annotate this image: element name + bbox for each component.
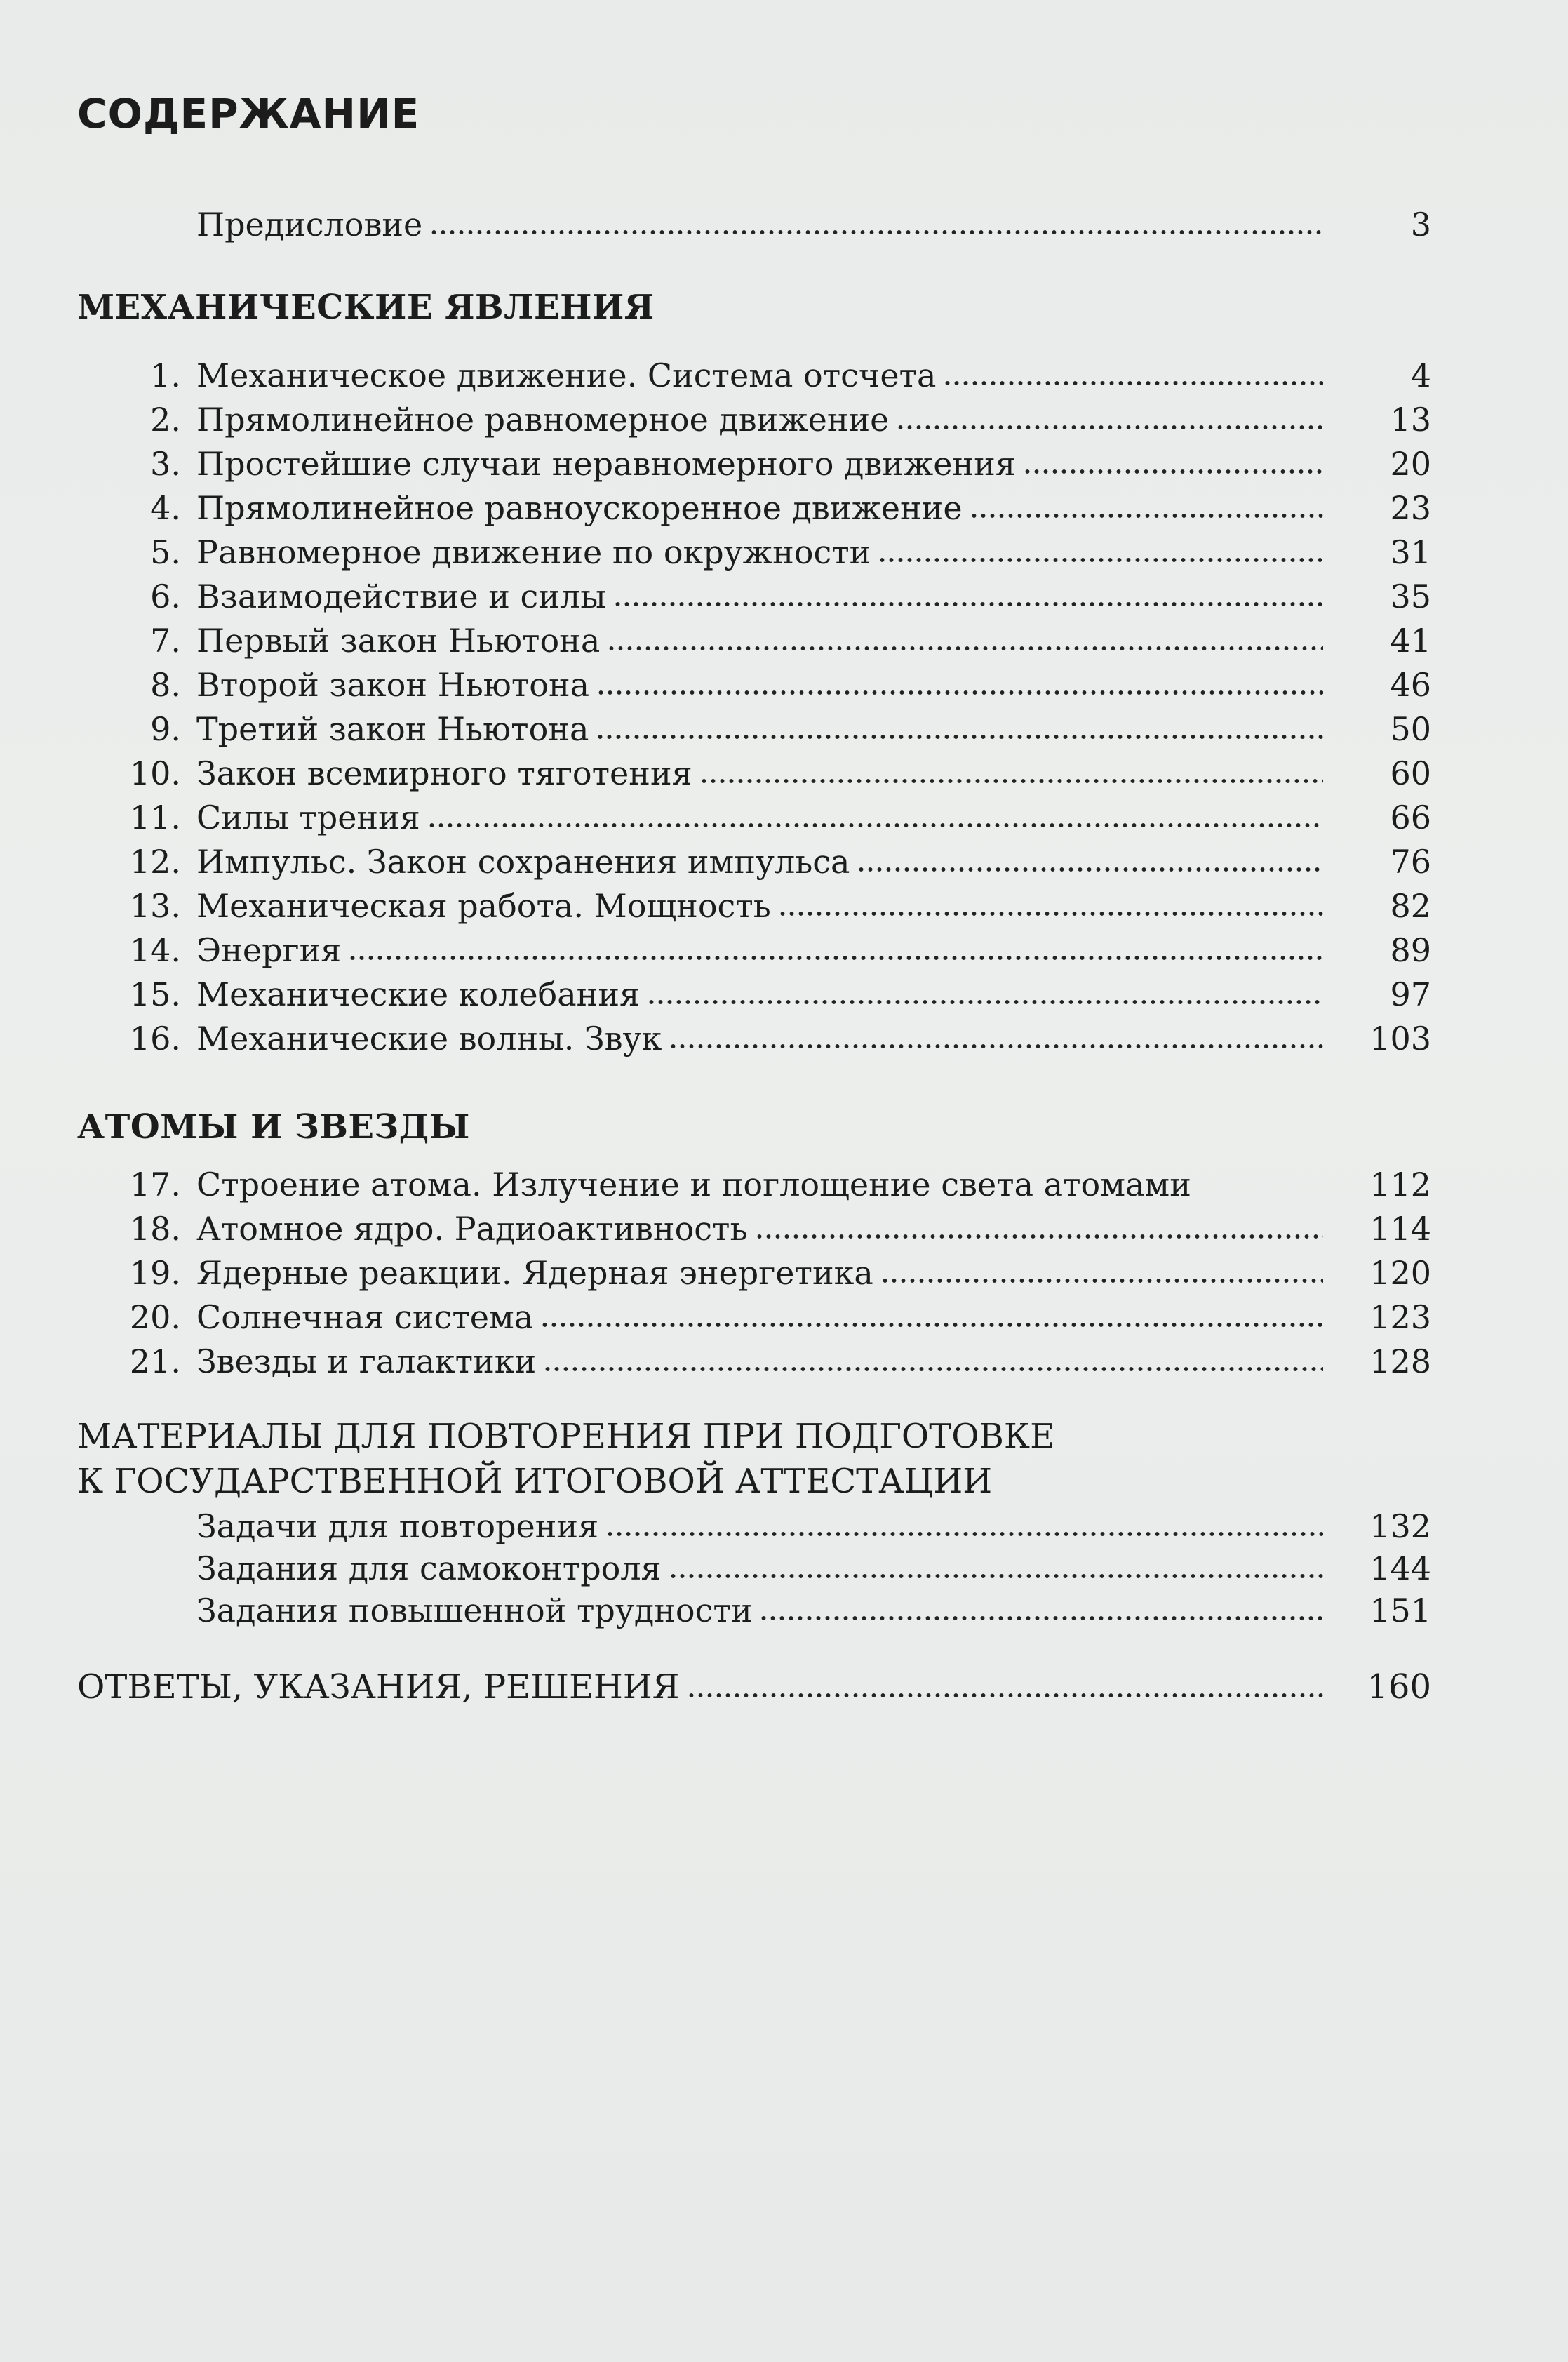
toc-entry-page: 114 (1369, 1210, 1431, 1248)
toc-entry-answers[interactable] (77, 1663, 1431, 1707)
dot-leader (613, 600, 1323, 608)
toc-entry[interactable] (77, 439, 1431, 483)
toc-entry-title: Механические колебания (196, 975, 641, 1013)
section-heading-atoms-stars: АТОМЫ И ЗВЕЗДЫ (77, 1107, 470, 1147)
toc-entry[interactable] (77, 351, 1431, 394)
toc-entry[interactable] (77, 1014, 1431, 1057)
toc-entry-page: 3 (1410, 206, 1431, 243)
toc-entry-title: Задания повышенной трудности (196, 1592, 753, 1629)
toc-entry-page: 89 (1390, 931, 1431, 969)
toc-entry[interactable] (77, 528, 1431, 571)
toc-entry-page: 20 (1390, 445, 1431, 483)
toc-entry-number: 6. (150, 578, 181, 615)
dot-leader (427, 821, 1323, 829)
toc-entry[interactable] (77, 1160, 1431, 1203)
toc-entry-title: Взаимодействие и силы (196, 578, 606, 615)
section-heading-line: МАТЕРИАЛЫ ДЛЯ ПОВТОРЕНИЯ ПРИ ПОДГОТОВКЕ (77, 1417, 1055, 1456)
toc-entry-number: 16. (129, 1020, 181, 1057)
dot-leader (970, 512, 1323, 520)
toc-entry-number: 18. (129, 1210, 181, 1248)
toc-entry-page: 144 (1369, 1549, 1431, 1587)
toc-entry[interactable] (77, 1293, 1431, 1336)
dot-leader (596, 688, 1323, 697)
toc-entry-title: ОТВЕТЫ, УКАЗАНИЯ, РЕШЕНИЯ (77, 1667, 680, 1707)
toc-entry[interactable] (77, 660, 1431, 704)
toc-entry-title: Импульс. Закон сохранения импульса (196, 843, 850, 881)
toc-entry-title: Силы трения (196, 799, 420, 836)
dot-leader (687, 1691, 1323, 1700)
section-heading-review-materials (77, 1414, 1054, 1504)
section-heading-mechanics: МЕХАНИЧЕСКИЕ ЯВЛЕНИЯ (77, 288, 655, 327)
toc-entry[interactable] (77, 970, 1431, 1013)
toc-entry-title: Солнечная система (196, 1298, 534, 1336)
toc-entry-page: 160 (1367, 1667, 1431, 1707)
toc-entry-number: 8. (150, 666, 181, 704)
toc-entry-page: 120 (1369, 1254, 1431, 1292)
dot-leader (540, 1321, 1323, 1329)
toc-entry-number: 12. (129, 843, 181, 881)
dot-leader (669, 1572, 1323, 1580)
toc-entry-title: Задачи для повторения (196, 1507, 599, 1545)
toc-entry[interactable] (77, 1544, 1431, 1587)
toc-entry-page: 4 (1410, 356, 1431, 394)
dot-leader (878, 556, 1323, 564)
toc-entry-number: 9. (150, 710, 181, 748)
toc-entry-page: 31 (1390, 533, 1431, 571)
toc-entry-number: 20. (129, 1298, 181, 1336)
dot-leader (1023, 467, 1323, 476)
page-title: СОДЕРЖАНИЕ (77, 90, 420, 138)
toc-entry-number: 11. (129, 799, 181, 836)
toc-entry-page: 123 (1369, 1298, 1431, 1336)
toc-entry-number: 4. (150, 489, 181, 527)
toc-entry-number: 7. (150, 622, 181, 660)
toc-entry-number: 17. (129, 1166, 181, 1203)
toc-entry-number: 10. (129, 754, 181, 792)
toc-entry-title: Механическая работа. Мощность (196, 887, 771, 925)
toc-entry-title: Задания для самоконтроля (196, 1549, 662, 1587)
toc-entry[interactable] (77, 483, 1431, 527)
toc-entry-title: Прямолинейное равноускоренное движение (196, 489, 963, 527)
dot-leader (857, 865, 1323, 874)
toc-entry[interactable] (77, 881, 1431, 925)
toc-entry-title: Энергия (196, 931, 342, 969)
toc-entry-title: Предисловие (196, 206, 423, 243)
toc-entry-page: 35 (1390, 578, 1431, 615)
toc-entry-title: Атомное ядро. Радиоактивность (196, 1210, 748, 1248)
toc-entry-title: Механические волны. Звук (196, 1020, 662, 1057)
toc-entry-page: 46 (1390, 666, 1431, 704)
toc-entry-page: 50 (1390, 710, 1431, 748)
dot-leader (647, 998, 1323, 1006)
dot-leader (778, 909, 1323, 918)
toc-entry-number: 2. (150, 401, 181, 439)
toc-entry-page: 23 (1390, 489, 1431, 527)
toc-entry[interactable] (77, 616, 1431, 660)
toc-entry-page: 82 (1390, 887, 1431, 925)
toc-entry-page: 41 (1390, 622, 1431, 660)
toc-entry-page: 60 (1390, 754, 1431, 792)
toc-entry-title: Звезды и галактики (196, 1342, 537, 1380)
toc-entry[interactable] (77, 1204, 1431, 1248)
toc-entry-number: 14. (129, 931, 181, 969)
toc-entry[interactable] (77, 395, 1431, 439)
toc-entry-page: 103 (1369, 1020, 1431, 1057)
toc-entry-title: Прямолинейное равномерное движение (196, 401, 890, 439)
dot-leader (755, 1232, 1323, 1241)
dot-leader (943, 379, 1323, 387)
toc-entry-number: 21. (129, 1342, 181, 1380)
section-heading-line: К ГОСУДАРСТВЕННОЙ ИТОГОВОЙ АТТЕСТАЦИИ (77, 1462, 993, 1501)
toc-entry-page: 13 (1390, 401, 1431, 439)
dot-leader (605, 1530, 1323, 1538)
dot-leader (759, 1614, 1323, 1622)
toc-entry-number: 1. (150, 356, 181, 394)
dot-leader (699, 777, 1323, 785)
toc-entry[interactable] (77, 926, 1431, 969)
toc-entry-page: 151 (1369, 1592, 1431, 1629)
toc-entry-title: Закон всемирного тяготения (196, 754, 692, 792)
toc-entry[interactable] (77, 1337, 1431, 1380)
toc-entry-page: 76 (1390, 843, 1431, 881)
toc-entry[interactable] (77, 837, 1431, 881)
toc-entry-preface[interactable] (77, 200, 1431, 243)
toc-entry[interactable] (77, 705, 1431, 748)
toc-entry-title: Равномерное движение по окружности (196, 533, 871, 571)
toc-entry-number: 5. (150, 533, 181, 571)
dot-leader (596, 733, 1323, 741)
toc-entry-title: Ядерные реакции. Ядерная энергетика (196, 1254, 873, 1292)
dot-leader (607, 644, 1323, 653)
dot-leader (429, 228, 1323, 236)
toc-entry[interactable] (77, 1586, 1431, 1629)
toc-entry-title: Механическое движение. Система отсчета (196, 356, 937, 394)
toc-entry-number: 3. (150, 445, 181, 483)
toc-entry-number: 19. (129, 1254, 181, 1292)
toc-entry-number: 15. (129, 975, 181, 1013)
toc-entry[interactable] (77, 1502, 1431, 1545)
dot-leader (1198, 1188, 1323, 1196)
dot-leader (543, 1365, 1323, 1373)
dot-leader (896, 423, 1323, 432)
toc-entry-page: 97 (1390, 975, 1431, 1013)
dot-leader (880, 1276, 1323, 1285)
toc-entry[interactable] (77, 572, 1431, 615)
toc-entry-title: Второй закон Ньютона (196, 666, 590, 704)
toc-entry[interactable] (77, 1248, 1431, 1292)
toc-entry-number: 13. (129, 887, 181, 925)
toc-entry-page: 132 (1369, 1507, 1431, 1545)
toc-entry[interactable] (77, 793, 1431, 836)
toc-entry-title: Простейшие случаи неравномерного движения (196, 445, 1016, 483)
toc-entry-title: Третий закон Ньютона (196, 710, 589, 748)
toc-entry-title: Строение атома. Излучение и поглощение света атомами (196, 1166, 1191, 1203)
toc-entry-title: Первый закон Ньютона (196, 622, 601, 660)
toc-entry-page: 128 (1369, 1342, 1431, 1380)
toc-entry[interactable] (77, 749, 1431, 792)
dot-leader (669, 1042, 1323, 1050)
toc-entry-page: 66 (1390, 799, 1431, 836)
dot-leader (348, 954, 1323, 962)
toc-entry-page: 112 (1369, 1166, 1431, 1203)
